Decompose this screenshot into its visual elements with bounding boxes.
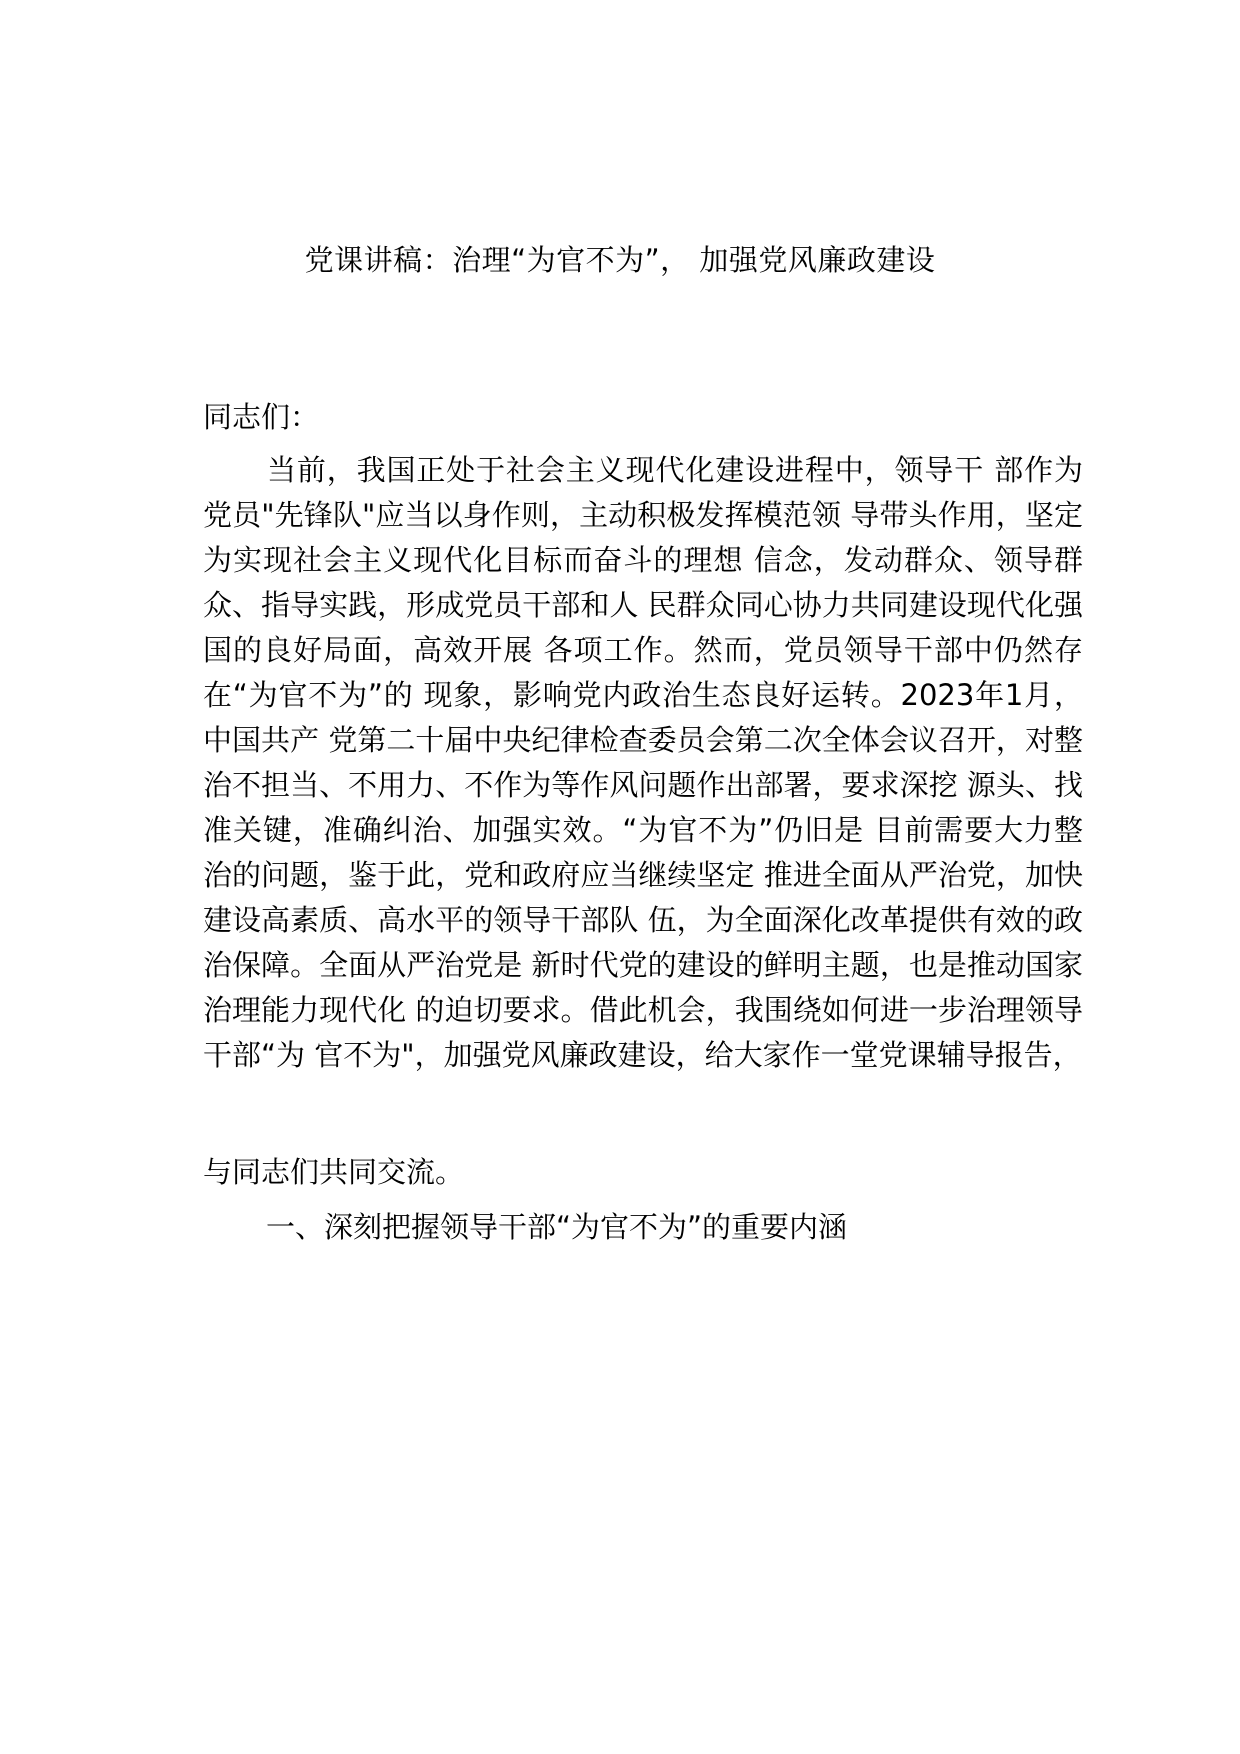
section-one-heading: 一、深刻把握领导干部“为官不为”的重要内涵	[266, 1210, 848, 1244]
document-title: 党课讲稿：治理“为官不为”， 加强党风廉政建设	[304, 243, 936, 277]
salutation: 同志们：	[203, 400, 320, 434]
body-paragraph: 当前，我国正处于社会主义现代化建设进程中，领导干 部作为党员"先锋队"应当以身作则，主动积极发挥模范领 导带头作用，坚定为实现社会主义现代化目标而奋斗的理想 信念，发动群众、领导群众、指导实践，形成党员干部和人 民群众同心协力共同建设现代化强国的良好局面，高效开展 各项工作。然而，党员领导干部中仍然存在“为官不为”的 现象，影响党内政治生态良好运转。2023年1月，中国共产 党第二十届中央纪律检查委员会第二次全体会议召开，对整 治不担当、不用力、不作为等作风问题作出部署，要求深挖 源头、找准关键，准确纠治、加强实效。“为官不为”仍旧是 目前需要大力整治的问题，鉴于此，党和政府应当继续坚定 推进全面从严治党，加快建设高素质、高水平的领导干部队 伍，为全面深化改革提供有效的政治保障。全面从严治党是 新时代党的建设的鲜明主题，也是推动国家治理能力现代化 的迫切要求。借此机会，我围绕如何进一步治理领导干部“为 官不为"，加强党风廉政建设，给大家作一堂党课辅导报告，	[203, 453, 1083, 1072]
closing-line: 与同志们共同交流。	[203, 1155, 465, 1189]
